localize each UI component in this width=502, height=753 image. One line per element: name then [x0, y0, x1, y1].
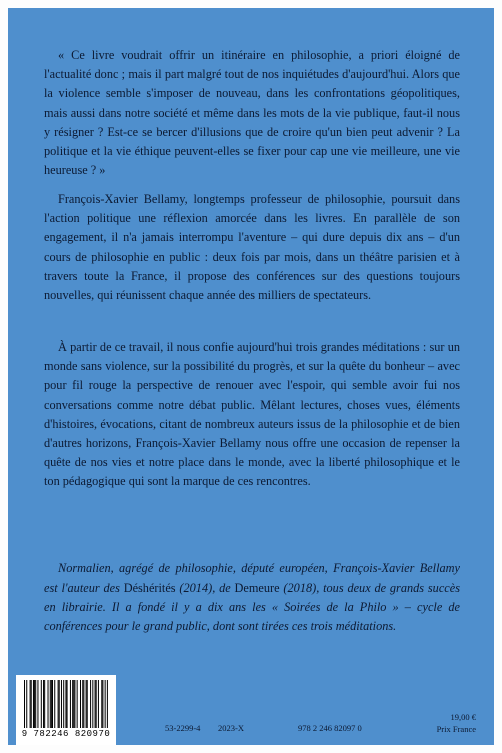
- barcode-bar: [82, 680, 83, 728]
- intro-paragraph: « Ce livre voudrait offrir un itinéraire en philosophie, a priori éloigné de l'actualité donc ; mais il part malgré tout de nos inquiétudes d'aujourd'hui. Alors que la violence semble s'imposer de nouveau, dans les confrontations géopolitiques, mais aussi dans notre société et même dans les mots de la vie publique, faut-il nous y résigner ? Est-ce se bercer d'illusions que de croire qu'un bien peut advenir ? La politique et la vie éthique peuvent-elles se fixer pour cap une vie meilleure, une vie heureuse ? »: [44, 48, 460, 178]
- barcode-bar: [92, 680, 93, 728]
- barcode-bar: [50, 680, 51, 728]
- barcode-bar: [67, 680, 68, 728]
- barcode-bar: [77, 680, 78, 728]
- barcode-bar: [52, 680, 53, 728]
- meditations-paragraph: À partir de ce travail, il nous confie aujourd'hui trois grandes méditations : sur un monde sans violence, sur la possibilité du progrès, et sur la quête du bonheur – avec pour fil rouge la perspective de renouer avec l'espoir, qui semble avoir fui nos conversations comme notre débat public. Mêlant lectures, choses vues, éléments d'histoires, évocations, citant de nombreux auteurs issus de la philosophie et de bien d'autres horizons, François-Xavier Bellamy nous offre une occasion de repenser la quête de nos vies et notre place dans le monde, avec la liberté philosophique et le ton pédagogique qui sont la marque de ces rencontres.: [44, 340, 460, 489]
- barcode-bar: [26, 680, 27, 728]
- barcode-bar: [41, 680, 42, 728]
- barcode-bar: [51, 680, 52, 728]
- barcode-bar: [72, 680, 73, 728]
- barcode-bar: [33, 680, 34, 728]
- barcode-bar: [61, 680, 62, 728]
- barcode-bar: [30, 680, 31, 728]
- barcode-bar: [70, 680, 71, 728]
- barcode-bar: [24, 680, 25, 728]
- barcode-bar: [54, 680, 55, 728]
- barcode-bar: [31, 680, 32, 728]
- barcode-bar: [43, 680, 44, 728]
- barcode-bar: [101, 680, 102, 728]
- barcode-bar: [87, 680, 88, 728]
- book-title-demeure: Demeure: [234, 580, 280, 595]
- code-2: 2023-X: [218, 723, 244, 733]
- bio-text-1: Normalien, agrégé de philosophie, député européen, François-Xavier Bellamy est l'auteur des: [44, 561, 460, 595]
- book-title-desherites: Déshérités: [123, 580, 176, 595]
- barcode-digits: 9 782246 820970: [21, 729, 111, 739]
- isbn-code: 978 2 246 82097 0: [298, 723, 362, 733]
- barcode-bar: [86, 680, 87, 728]
- author-bio: [44, 559, 460, 636]
- author-paragraph: François-Xavier Bellamy, longtemps professeur de philosophie, poursuit dans l'action politique une réflexion amorcée dans les livres. En parallèle de son engagement, il n'a jamais interrompu l'aventure – qui dure depuis dix ans – d'un cours de philosophie en public : deux fois par mois, dans un théâtre parisien et à travers toute la France, il propose des conférences sur des questions toujours nouvelles, qui réunissent chaque année des milliers de spectateurs.: [44, 192, 460, 303]
- barcode-bar: [74, 680, 75, 728]
- barcode-bar: [96, 680, 97, 728]
- barcode-bar: [63, 680, 64, 728]
- barcode: [16, 675, 116, 745]
- price-label: Prix France: [436, 724, 476, 734]
- barcode-bar: [65, 680, 66, 728]
- barcode-bars: [24, 680, 108, 728]
- barcode-bar: [83, 680, 84, 728]
- barcode-bar: [37, 680, 38, 728]
- barcode-bar: [102, 680, 103, 728]
- bio-text-3: (2018), tous deux de grands succès en librairie. Il a fondé il y a dix ans les « Soirées de la Philo » – cycle de conférences pour le grand public, dont sont tirées ces trois méditations.: [44, 580, 460, 633]
- barcode-bar: [34, 680, 35, 728]
- barcode-bar: [98, 680, 99, 728]
- code-1: 53-2299-4: [165, 723, 201, 733]
- barcode-bar: [95, 680, 96, 728]
- barcode-bar: [105, 680, 106, 728]
- barcode-bar: [90, 680, 91, 728]
- barcode-bar: [58, 680, 59, 728]
- back-cover: [8, 8, 494, 745]
- barcode-bar: [107, 680, 108, 728]
- barcode-area: [8, 671, 494, 745]
- price-block: [437, 711, 476, 735]
- bio-text-2: (2014), de: [175, 580, 235, 595]
- barcode-bar: [48, 680, 49, 728]
- barcode-bar: [35, 680, 36, 728]
- barcode-bar: [80, 680, 81, 728]
- barcode-bar: [44, 680, 45, 728]
- price-amount: 19,00 €: [450, 712, 476, 722]
- barcode-bar: [73, 680, 74, 728]
- barcode-bar: [59, 680, 60, 728]
